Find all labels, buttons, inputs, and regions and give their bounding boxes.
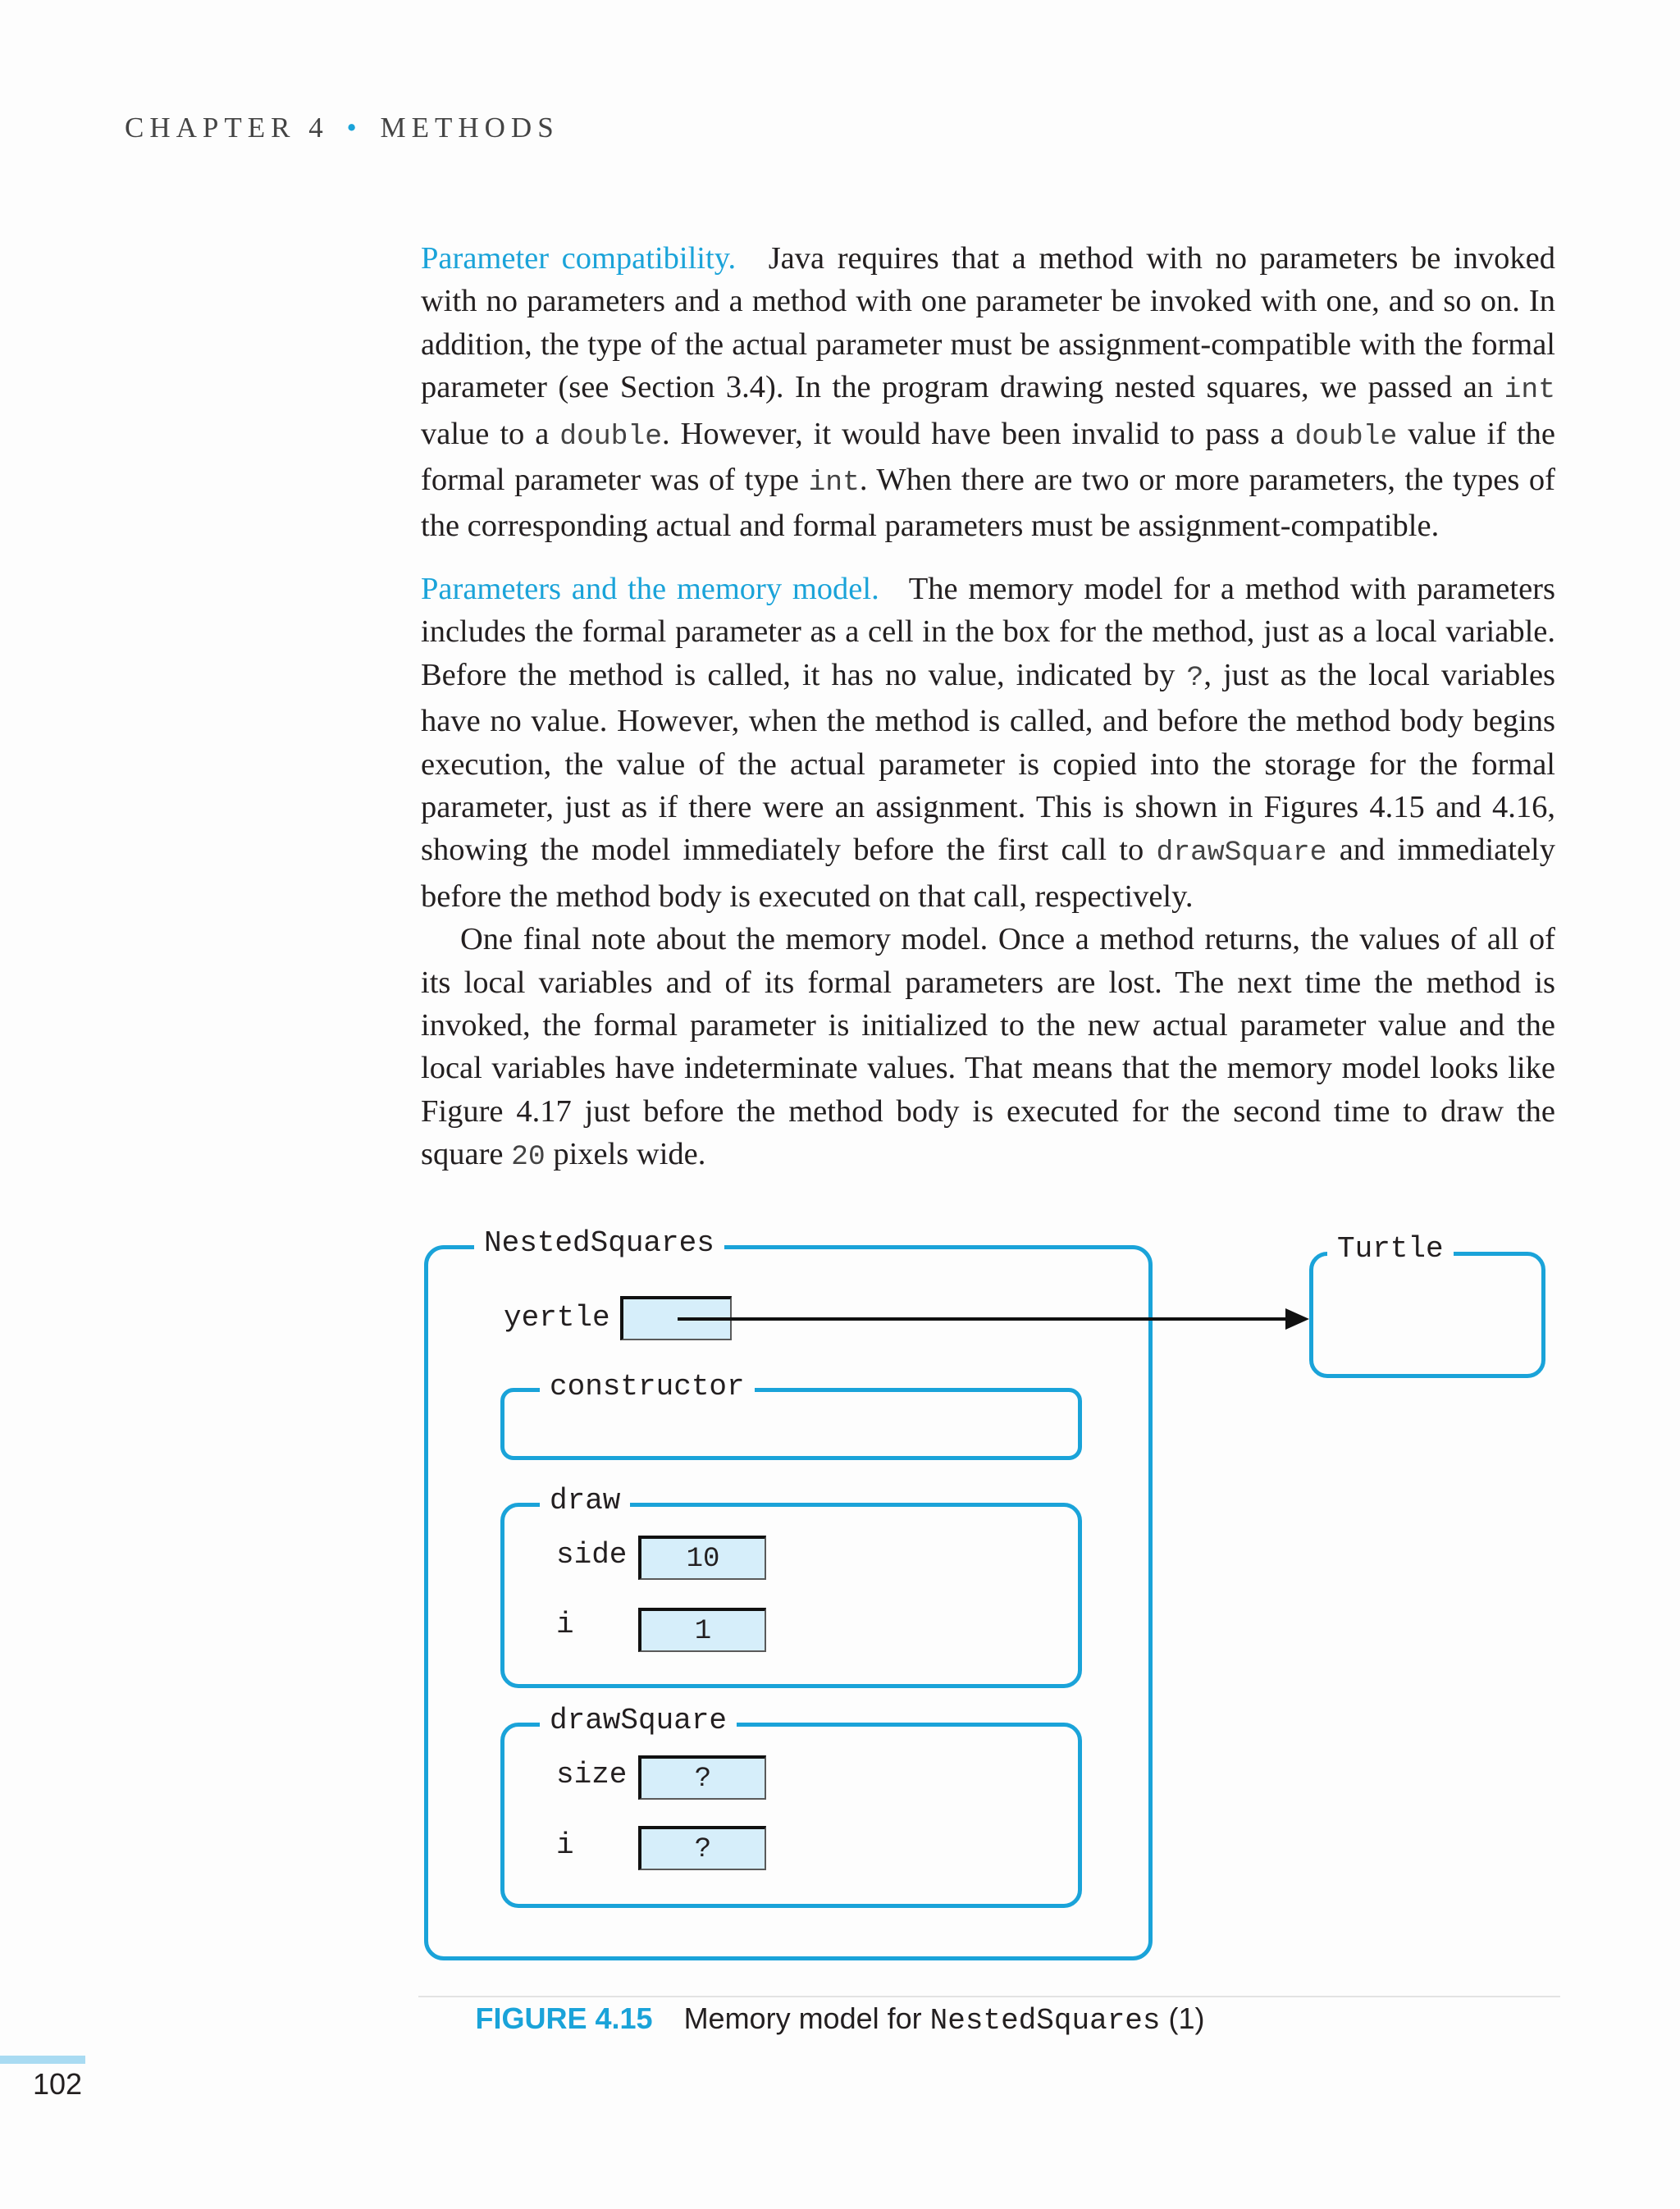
body-text: value to a bbox=[421, 416, 550, 451]
chapter-label: CHAPTER 4 bbox=[125, 112, 329, 144]
body-text: pixels wide. bbox=[553, 1137, 706, 1172]
inline-code: 20 bbox=[511, 1141, 546, 1174]
variable-label-size: size bbox=[556, 1758, 628, 1791]
variable-label-side: side bbox=[556, 1538, 628, 1572]
inline-code: int bbox=[1504, 374, 1555, 407]
turtle-title: Turtle bbox=[1327, 1233, 1454, 1266]
drawsquare-title: drawSquare bbox=[540, 1705, 737, 1737]
constructor-title: constructor bbox=[540, 1371, 755, 1403]
caption-text: Memory model for bbox=[683, 2001, 922, 2035]
value-cell-i: 1 bbox=[638, 1608, 766, 1652]
reference-cell-yertle bbox=[620, 1296, 732, 1340]
variable-label-i: i bbox=[556, 1828, 574, 1862]
value-cell-side: 10 bbox=[638, 1536, 766, 1580]
body-text: The memory model for a method with parameters includes the formal parameter as a cell in the box for the method, just as a local variable. Before the method is called, it has no value, indicated by bbox=[421, 572, 1555, 692]
caption-rule bbox=[418, 1996, 1560, 1997]
section-label: METHODS bbox=[380, 112, 559, 144]
body-text: . However, it would have been invalid to pass a bbox=[661, 416, 1285, 451]
figure-caption bbox=[0, 2001, 1680, 2038]
draw-title: draw bbox=[540, 1485, 630, 1518]
paragraph-memory-model bbox=[421, 568, 1555, 1180]
drawsquare-box bbox=[500, 1723, 1082, 1908]
body-text: and immediately before the method body is executed on that call, respectively. bbox=[421, 833, 1556, 914]
inline-code: drawSquare bbox=[1156, 837, 1327, 869]
draw-box bbox=[500, 1503, 1082, 1688]
paragraph-lead: Parameters and the memory model. bbox=[421, 572, 879, 606]
turtle-box bbox=[1309, 1252, 1545, 1378]
body-text: One final note about the memory model. Once a method returns, the values of all of its local variables and of its formal parameters are lost. The next time the method is invoked, the formal parameter is initialized to the new actual parameter value and the local variables have indeterminate values. That means that the memory model looks like Figure 4.17 just before the method body is executed for the second time to draw the square bbox=[421, 922, 1555, 1172]
nestedsquares-box bbox=[424, 1245, 1153, 1960]
constructor-box bbox=[500, 1388, 1082, 1460]
body-text: . When there are two or more parameters, the types of the corresponding actual and formal parameters must be assignment-compatible. bbox=[421, 463, 1556, 544]
page-number: 102 bbox=[33, 2067, 83, 2101]
body-text: , just as the local variables have no value. However, when the method is called, and before the method body begins execution, the value of the actual parameter is copied into the storage for the formal parameter, just as if there were an assignment. This is shown in Figures 4.15 and 4.16, showing the model immediately before the first call to bbox=[421, 657, 1556, 868]
paragraph-lead: Parameter compatibility. bbox=[421, 241, 737, 276]
inline-code: double bbox=[1294, 420, 1398, 453]
inline-code: double bbox=[559, 420, 662, 453]
figure-number: FIGURE 4.15 bbox=[475, 2001, 653, 2035]
running-header bbox=[125, 112, 559, 144]
nestedsquares-title: NestedSquares bbox=[474, 1227, 724, 1260]
field-label-yertle: yertle bbox=[504, 1301, 610, 1335]
variable-label-i: i bbox=[556, 1608, 574, 1641]
inline-code: int bbox=[808, 467, 860, 500]
paragraph-final-note bbox=[421, 918, 1555, 1179]
page-number-bar bbox=[0, 2056, 85, 2064]
value-cell-size: ? bbox=[638, 1755, 766, 1800]
paragraph-parameter-compatibility bbox=[421, 237, 1555, 548]
inline-code: ? bbox=[1186, 661, 1204, 694]
value-cell-i: ? bbox=[638, 1826, 766, 1870]
body-text: Java requires that a method with no parameters be invoked with no parameters and a method with one parameter be invoked with one, and so on. In addition, the type of the actual parameter must be assignment-compatible with the formal parameter (see Section 3.4). In the program drawing nested squares, we passed an bbox=[421, 241, 1555, 405]
header-separator: • bbox=[346, 112, 363, 144]
caption-code: NestedSquares bbox=[929, 2004, 1161, 2038]
caption-suffix: (1) bbox=[1168, 2001, 1205, 2035]
body-text: value if the formal parameter was of type bbox=[421, 416, 1556, 498]
